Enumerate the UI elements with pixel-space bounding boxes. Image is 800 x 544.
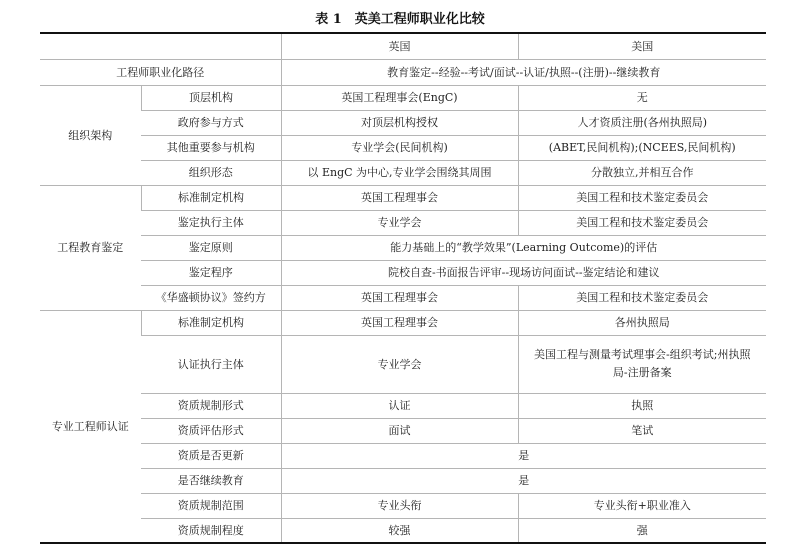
table-row bbox=[40, 260, 766, 285]
row-label: 资质评估形式 bbox=[141, 418, 281, 443]
us-cell: 美国工程和技术鉴定委员会 bbox=[518, 210, 766, 235]
row-label: 组织形态 bbox=[141, 160, 281, 185]
uk-cell: 英国工程理事会 bbox=[281, 310, 518, 335]
us-cell: 美国工程和技术鉴定委员会 bbox=[518, 185, 766, 210]
header-row bbox=[40, 33, 766, 59]
table-row bbox=[40, 210, 766, 235]
header-us: 美国 bbox=[518, 33, 766, 59]
path-row bbox=[40, 59, 766, 85]
table-row bbox=[40, 518, 766, 543]
row-label: 鉴定执行主体 bbox=[141, 210, 281, 235]
us-cell: 人才资质注册(各州执照局) bbox=[518, 110, 766, 135]
row-label: 资质是否更新 bbox=[141, 443, 281, 468]
merged-cell: 是 bbox=[281, 443, 766, 468]
uk-cell: 专业学会 bbox=[281, 335, 518, 393]
row-label: 认证执行主体 bbox=[141, 335, 281, 393]
table-row bbox=[40, 185, 766, 210]
header-uk: 英国 bbox=[281, 33, 518, 59]
table-row bbox=[40, 235, 766, 260]
comparison-table bbox=[40, 32, 766, 544]
row-label: 标准制定机构 bbox=[141, 185, 281, 210]
us-cell: 美国工程和技术鉴定委员会 bbox=[518, 285, 766, 310]
us-cell: 分散独立,并相互合作 bbox=[518, 160, 766, 185]
row-label: 《华盛顿协议》签约方 bbox=[141, 285, 281, 310]
group-label-org: 组织架构 bbox=[40, 85, 141, 185]
uk-cell: 专业学会 bbox=[281, 210, 518, 235]
group-label-cert: 专业工程师认证 bbox=[40, 310, 141, 543]
us-cell: 专业头衔+职业准入 bbox=[518, 493, 766, 518]
row-label: 鉴定原则 bbox=[141, 235, 281, 260]
uk-cell: 专业头衔 bbox=[281, 493, 518, 518]
row-label: 资质规制形式 bbox=[141, 393, 281, 418]
us-cell: 强 bbox=[518, 518, 766, 543]
us-cell: (ABET,民间机构);(NCEES,民间机构) bbox=[518, 135, 766, 160]
table-title: 表 1 英美工程师职业化比较 bbox=[315, 12, 485, 27]
merged-cell: 是 bbox=[281, 468, 766, 493]
uk-cell: 专业学会(民间机构) bbox=[281, 135, 518, 160]
table-row bbox=[40, 493, 766, 518]
table-row bbox=[40, 468, 766, 493]
row-label: 顶层机构 bbox=[141, 85, 281, 110]
us-cell: 笔试 bbox=[518, 418, 766, 443]
uk-cell: 较强 bbox=[281, 518, 518, 543]
table-row bbox=[40, 310, 766, 335]
table-row bbox=[40, 85, 766, 110]
us-cell: 各州执照局 bbox=[518, 310, 766, 335]
row-label: 鉴定程序 bbox=[141, 260, 281, 285]
table-row bbox=[40, 135, 766, 160]
uk-cell: 以 EngC 为中心,专业学会围绕其周围 bbox=[281, 160, 518, 185]
us-cell: 美国工程与测量考试理事会-组织考试;州执照局-注册备案 bbox=[518, 335, 766, 393]
row-label: 政府参与方式 bbox=[141, 110, 281, 135]
table-row bbox=[40, 160, 766, 185]
group-label-edu: 工程教育鉴定 bbox=[40, 185, 141, 310]
uk-cell: 对顶层机构授权 bbox=[281, 110, 518, 135]
uk-cell: 面试 bbox=[281, 418, 518, 443]
table-row bbox=[40, 110, 766, 135]
table-row bbox=[40, 285, 766, 310]
us-cell: 执照 bbox=[518, 393, 766, 418]
row-label: 标准制定机构 bbox=[141, 310, 281, 335]
merged-cell: 教育鉴定--经验--考试/面试--认证/执照--(注册)--继续教育 bbox=[281, 59, 766, 85]
table-row bbox=[40, 393, 766, 418]
table-row bbox=[40, 418, 766, 443]
row-label: 资质规制程度 bbox=[141, 518, 281, 543]
row-label: 是否继续教育 bbox=[141, 468, 281, 493]
uk-cell: 认证 bbox=[281, 393, 518, 418]
merged-cell: 能力基础上的“教学效果”(Learning Outcome)的评估 bbox=[281, 235, 766, 260]
uk-cell: 英国工程理事会 bbox=[281, 185, 518, 210]
header-blank-cell bbox=[40, 33, 281, 59]
uk-cell: 英国工程理事会(EngC) bbox=[281, 85, 518, 110]
row-label: 其他重要参与机构 bbox=[141, 135, 281, 160]
row-label: 工程师职业化路径 bbox=[40, 59, 281, 85]
merged-cell: 院校自查-书面报告评审--现场访问面试--鉴定结论和建议 bbox=[281, 260, 766, 285]
row-label: 资质规制范围 bbox=[141, 493, 281, 518]
table-row bbox=[40, 443, 766, 468]
uk-cell: 英国工程理事会 bbox=[281, 285, 518, 310]
table-row bbox=[40, 335, 766, 393]
us-cell: 无 bbox=[518, 85, 766, 110]
